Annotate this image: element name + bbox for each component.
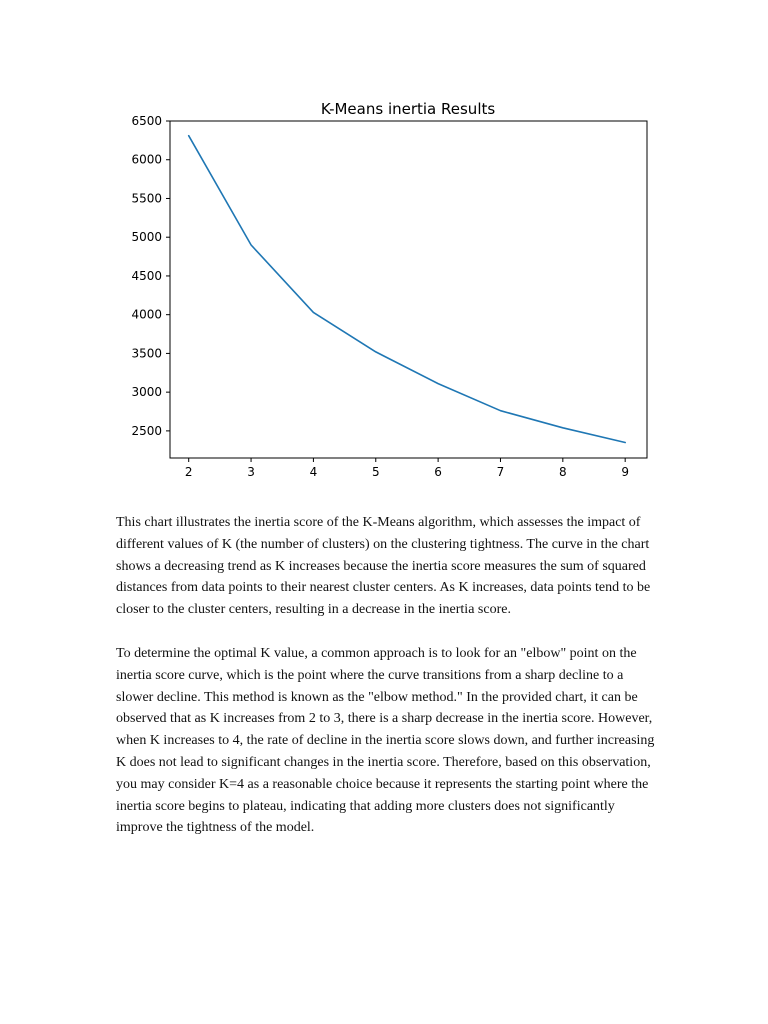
inertia-line-chart [0,0,768,500]
x-tick-label: 4 [309,465,318,479]
description-paragraph-2: To determine the optimal K value, a common approach is to look for an "elbow" point on the inertia score curve, which is the point where the curve transitions from a sharp decline to a slower decline. This method is known as the "elbow method." In the provided chart, it can be observed that as K increases from 2 to 3, there is a sharp decrease in the inertia score. However, when K increases to 4, the rate of decline in the inertia score slows down, and further increasing K does not lead to significant changes in the inertia score. Therefore, based on this observation, you may consider K=4 as a reasonable choice because it represents the starting point where the inertia score begins to plateau, indicating that adding more clusters does not significantly improve the tightness of the model. [116,645,655,836]
y-tick-label: 4000 [131,307,162,322]
y-tick-label: 3000 [131,385,162,400]
chart-container [0,0,768,500]
description-paragraph-1: This chart illustrates the inertia score of the K-Means algorithm, which assesses the impact of different values of K (the number of clusters) on the clustering tightness. The curve in the chart shows a decreasing trend as K increases because the inertia score measures the sum of squared distances from data points to their nearest cluster centers. As K increases, data points tend to be closer to the cluster centers, resulting in a decrease in the inertia score. [116,515,651,618]
data-point [187,134,191,138]
y-tick-label: 6000 [131,152,162,167]
x-tick-label: 3 [247,465,255,479]
x-tick-label: 5 [371,465,380,479]
series-layer [187,134,627,445]
x-tick-label: 7 [496,465,505,479]
x-tick-label: 2 [184,465,193,479]
data-point [249,243,253,247]
data-point [498,409,502,413]
x-tick-label: 8 [559,465,567,479]
y-tick-label: 4500 [131,268,162,283]
y-tick-label: 2500 [131,423,162,438]
x-tick-label: 9 [621,465,629,479]
description-text [116,512,661,861]
y-tick-label: 3500 [131,346,162,361]
y-tick-label: 5500 [131,191,162,206]
data-point [561,426,565,430]
axis-ticks [131,114,629,479]
data-point [623,441,627,445]
data-point [311,310,315,314]
plot-frame [170,121,647,458]
data-point [436,382,440,386]
x-tick-label: 6 [434,465,442,479]
y-tick-label: 6500 [131,114,162,128]
chart-title: K-Means inertia Results [320,100,496,118]
data-point [374,350,378,354]
series-line-inertia [189,136,626,443]
y-tick-label: 5000 [131,230,162,245]
